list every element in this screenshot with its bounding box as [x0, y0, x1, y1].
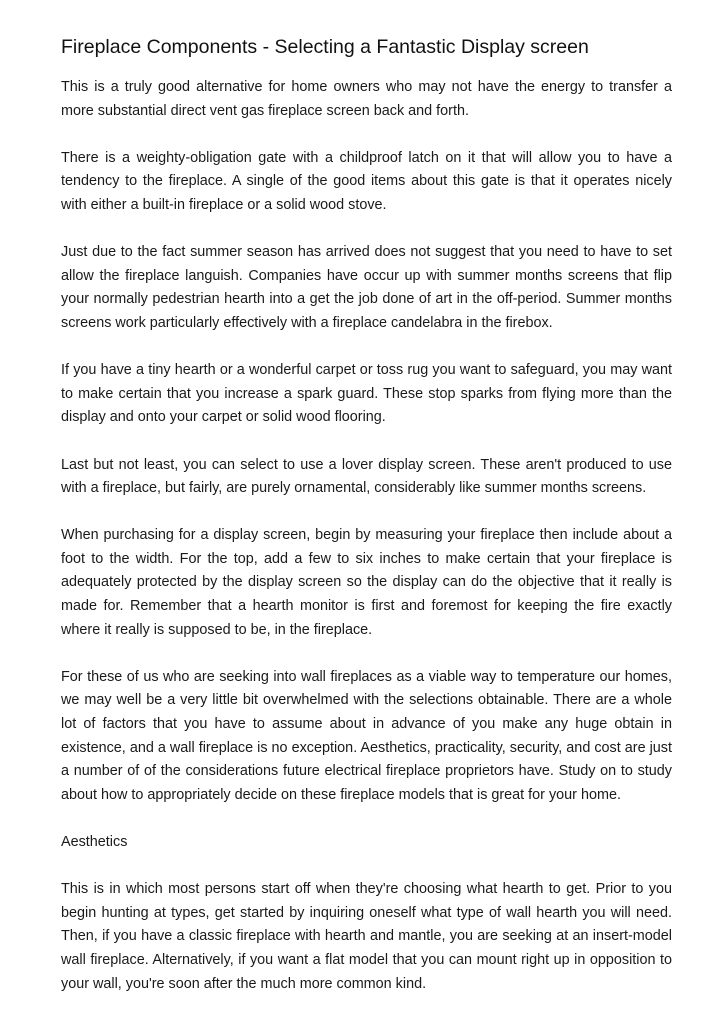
paragraph-spark-guard: If you have a tiny hearth or a wonderful carpet or toss rug you want to safeguard, you may want to make certain that you increase a spark guard. These stop sparks from flying more than the display and onto your carpet or solid wood flooring.: [61, 362, 672, 426]
paragraph-wall-fireplaces: For these of us who are seeking into wall fireplaces as a viable way to temperature our homes, we may well be a very little bit overwhelmed with the selections obtainable. There are a whole lot of factors that you have to assume about in advance of you make any huge obtain in existence, and a wall fireplace is no exception. Aesthetics, practicality, security, and cost are just a number of of the considerations future electrical fireplace proprietors have. Study on to study about how to appropriately decide on these fireplace models that is great for your home.: [61, 668, 672, 803]
paragraph-intro: This is a truly good alternative for home owners who may not have the energy to transfer a more substantial direct vent gas fireplace screen back and forth.: [61, 79, 672, 119]
paragraph-summer-screens: Just due to the fact summer season has arrived does not suggest that you need to have to set allow the fireplace languish. Companies have occur up with summer months screens that flip your normally pedestrian hearth into a get the job done of art in the off-period. Summer months screens work particularly effectively with a fireplace candelabra in the firebox.: [61, 244, 672, 331]
paragraph-fan-screen: Last but not least, you can select to use a lover display screen. These aren't produced to use with a fireplace, but fairly, are purely ornamental, considerably like summer months screens.: [61, 456, 672, 497]
paragraph-aesthetics: This is in which most persons start off when they're choosing what hearth to get. Prior to you begin hunting at types, get started by inquiring oneself what type of wall hearth you will need. Then, if you have a classic fireplace with hearth and mantle, you are seeking at an insert-model wall fireplace. Alternatively, if you want a flat model that you can mount right up in opposition to your wall, you're soon after the much more common kind.: [61, 881, 672, 992]
section-heading-aesthetics: Aesthetics: [61, 834, 128, 850]
document-title: Fireplace Components - Selecting a Fantastic Display screen: [61, 36, 589, 58]
paragraph-gate: There is a weighty-obligation gate with a childproof latch on it that will allow you to have a tendency to the fireplace. A single of the good items about this gate is that it operates nicely with either a built-in fireplace or a solid wood stove.: [61, 149, 672, 213]
paragraph-measuring: When purchasing for a display screen, begin by measuring your fireplace then include about a foot to the width. For the top, add a few to six inches to make certain that your fireplace is adequately protected by the display screen so the display can do the objective that it really is made for. Remember that a hearth monitor is first and foremost for keeping the fire exactly where it really is supposed to be, in the fireplace.: [61, 527, 672, 638]
document-page: [61, 34, 672, 1020]
